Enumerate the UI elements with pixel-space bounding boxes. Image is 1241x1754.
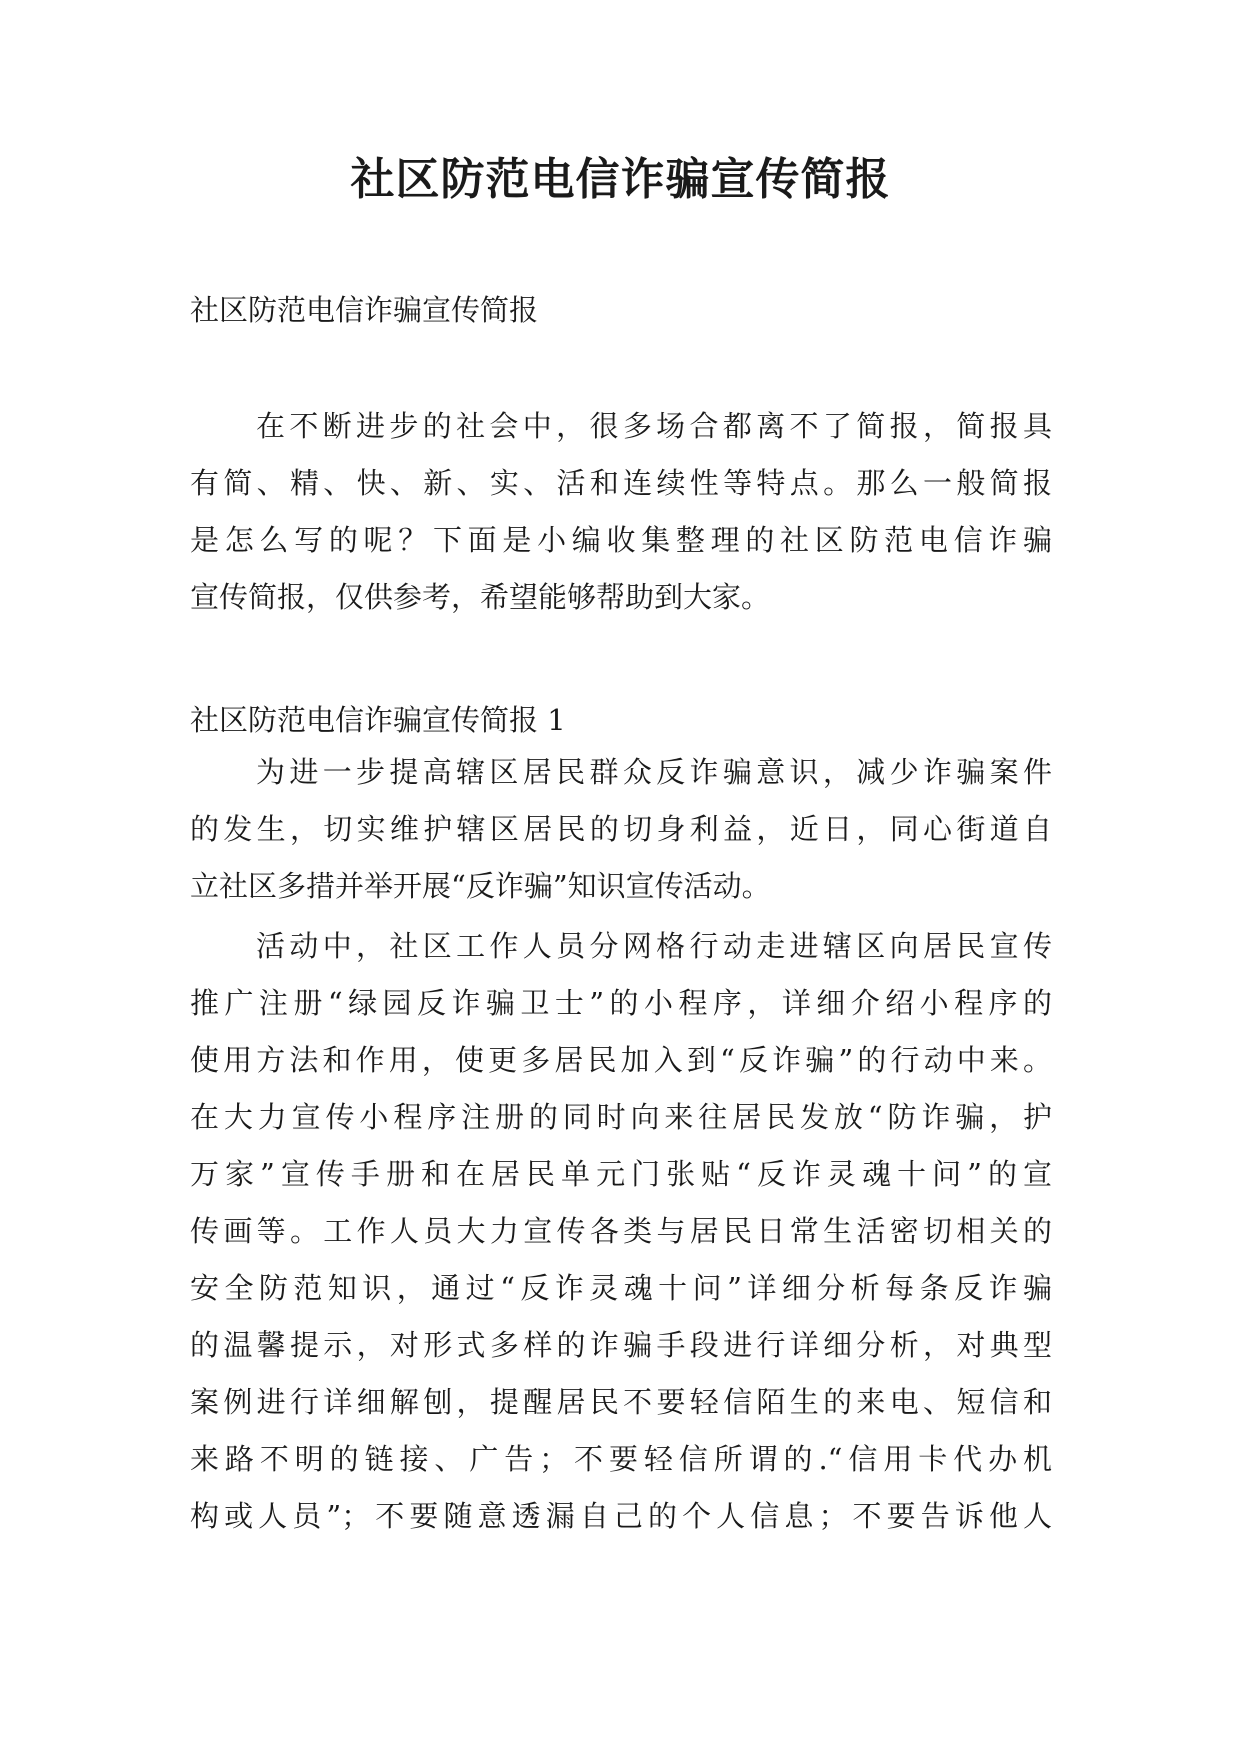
body-paragraph-1 [190,744,1052,915]
intro-line: 是怎么写的呢？下面是小编收集整理的社区防范电信诈骗 [190,523,1052,557]
paragraph-line: 的发生，切实维护辖区居民的切身利益，近日，同心街道自 [190,812,1052,846]
paragraph-line: 活动中，社区工作人员分网格行动走进辖区向居民宣传 [256,929,1052,963]
body-paragraph-2 [190,918,1052,1545]
paragraph-line: 推广注册“绿园反诈骗卫士”的小程序，详细介绍小程序的 [190,986,1052,1020]
paragraph-line: 立社区多措并举开展“反诈骗”知识宣传活动。 [190,869,771,903]
paragraph-line: 在大力宣传小程序注册的同时向来往居民发放“防诈骗，护 [190,1100,1052,1134]
paragraph-line: 构或人员”；不要随意透漏自己的个人信息；不要告诉他人 [190,1499,1052,1533]
intro-line: 在不断进步的社会中，很多场合都离不了简报，简报具 [256,409,1052,443]
paragraph-line: 安全防范知识，通过“反诈灵魂十问”详细分析每条反诈骗 [190,1271,1052,1305]
section-heading: 社区防范电信诈骗宣传简报 1 [190,703,566,737]
paragraph-line: 来路不明的链接、广告；不要轻信所谓的.“信用卡代办机 [190,1442,1052,1476]
paragraph-line: 为进一步提高辖区居民群众反诈骗意识，减少诈骗案件 [256,755,1052,789]
paragraph-line: 使用方法和作用，使更多居民加入到“反诈骗”的行动中来。 [190,1043,1052,1077]
intro-line: 有简、精、快、新、实、活和连续性等特点。那么一般简报 [190,466,1052,500]
paragraph-line: 万家”宣传手册和在居民单元门张贴“反诈灵魂十问”的宣 [190,1157,1052,1191]
document-subtitle: 社区防范电信诈骗宣传简报 [190,293,539,327]
intro-line: 宣传简报，仅供参考，希望能够帮助到大家。 [190,580,771,614]
document-title: 社区防范电信诈骗宣传简报 [350,154,891,205]
intro-paragraph [190,398,1052,626]
paragraph-line: 的温馨提示，对形式多样的诈骗手段进行详细分析，对典型 [190,1328,1052,1362]
paragraph-line: 传画等。工作人员大力宣传各类与居民日常生活密切相关的 [190,1214,1052,1248]
paragraph-line: 案例进行详细解刨，提醒居民不要轻信陌生的来电、短信和 [190,1385,1052,1419]
